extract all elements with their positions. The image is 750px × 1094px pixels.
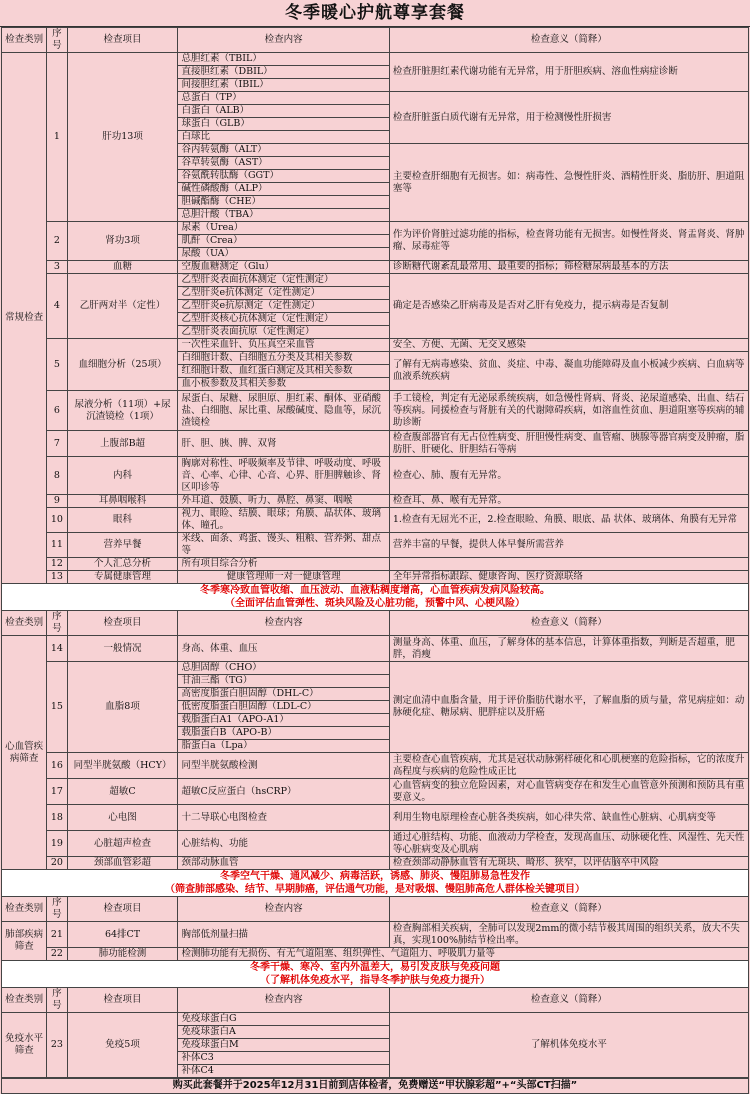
content-item: 谷草转氨酶（AST） — [178, 157, 389, 170]
project-name: 心脏超声检查 — [67, 831, 178, 857]
header-project: 检查项目 — [67, 611, 178, 636]
content-item: 米线、面条、鸡蛋、馒头、粗粮、营养粥、甜点等 — [178, 533, 389, 558]
project-name: 营养早餐 — [67, 533, 178, 558]
meaning-cell: 通过心脏结构、功能、血液动力学检查，发现高血压、动脉硬化性、风湿性、先天性等心脏病变及心肌病 — [389, 831, 748, 857]
row-number: 10 — [47, 508, 68, 533]
meaning-cell: 检查肝脏胆红素代谢功能有无异常，用于肝胆疾病、溶血性病症诊断 — [389, 53, 748, 92]
row-number: 20 — [47, 857, 68, 870]
banner-line: 冬季寒冷致血管收缩、血压波动、血液粘稠度增高，心血管疾病发病风险较高。 — [200, 585, 550, 596]
project-name: 血脂8项 — [67, 662, 178, 753]
project-name: 个人汇总分析 — [67, 558, 178, 571]
content-item: 免疫球蛋白G — [178, 1013, 389, 1026]
header-category: 检查类别 — [2, 611, 47, 636]
content-item: 胸部低剂量扫描 — [178, 922, 389, 948]
header-content: 检查内容 — [178, 611, 389, 636]
content-item: 十二导联心电图检查 — [178, 805, 389, 831]
category-cell: 心血管疾病筛查 — [2, 636, 47, 870]
page-title: 冬季暖心护航尊享套餐 — [0, 0, 750, 27]
content-item: 免疫球蛋白A — [178, 1026, 389, 1039]
project-name: 颈部血管彩超 — [67, 857, 178, 870]
content-item: 总胆汁酸（TBA） — [178, 209, 389, 222]
header-number: 序号 — [47, 28, 68, 53]
banner-line: 冬季空气干燥、通风减少、病毒活跃，诱感、肺炎、慢阻肺易急性发作 — [220, 871, 530, 882]
lung-banner — [1, 870, 749, 896]
meaning-cell — [389, 558, 748, 571]
row-number: 17 — [47, 779, 68, 805]
project-name: 同型半胱氨酸（HCY） — [67, 753, 178, 779]
project-name: 超敏C — [67, 779, 178, 805]
meaning-cell: 测定血清中血脂含量，用于评价脂肪代谢水平，了解血脂的质与量，常见病症如：动脉硬化症、糖尿病、肥胖症以及肝癌 — [389, 662, 748, 753]
content-item: 乙型肝炎表面抗原（定性测定） — [178, 326, 389, 339]
project-name: 耳鼻咽喉科 — [67, 495, 178, 508]
content-item: 谷丙转氨酶（ALT） — [178, 144, 389, 157]
immune-banner — [1, 961, 749, 987]
header-content: 检查内容 — [178, 28, 389, 53]
row-number: 11 — [47, 533, 68, 558]
row-number: 9 — [47, 495, 68, 508]
table-header-row — [2, 988, 749, 1013]
meaning-cell: 检查颈部动静脉血管有无斑块、畸形、狭窄，以评估脑卒中风险 — [389, 857, 748, 870]
row-number: 3 — [47, 261, 68, 274]
content-item: 空腹血糖测定（Glu） — [178, 261, 389, 274]
project-name: 内科 — [67, 457, 178, 495]
meaning-cell: 了解机体免疫水平 — [389, 1013, 748, 1078]
header-content: 检查内容 — [178, 897, 389, 922]
content-item: 尿素（Urea） — [178, 222, 389, 235]
content-item: 间接胆红素（IBIL） — [178, 79, 389, 92]
promo-footer: 购买此套餐并于2025年12月31日前到店体检者，免费赠送“甲状腺彩超”+“头部CT扫描” — [1, 1078, 749, 1094]
content-item: 补体C3 — [178, 1052, 389, 1065]
content-item: 胆碱酯酶（CHE） — [178, 196, 389, 209]
row-number: 5 — [47, 339, 68, 391]
content-item: 直接胆红素（DBIL） — [178, 66, 389, 79]
header-meaning: 检查意义（简释） — [389, 988, 748, 1013]
row-number: 16 — [47, 753, 68, 779]
content-item: 高密度脂蛋白胆固醇（DHL-C） — [178, 688, 389, 701]
banner-line: 冬季干燥、寒冷、室内外温差大，易引发皮肤与免疫问题 — [250, 962, 500, 973]
row-number: 22 — [47, 948, 68, 961]
project-name: 乙肝两对半（定性） — [67, 274, 178, 339]
project-name: 64排CT — [67, 922, 178, 948]
project-name: 一般情况 — [67, 636, 178, 662]
meaning-cell: 全年异常指标跟踪、健康咨询、医疗资源联络 — [389, 571, 748, 584]
content-item: 视力、眼睑、结膜、眼球；角膜、晶状体、玻璃体、瞳孔。 — [178, 508, 389, 533]
row-number: 21 — [47, 922, 68, 948]
meaning-cell: 心血管病变的独立危险因素，对心血管病变存在和发生心血管意外预测和预防具有重要意义。 — [389, 779, 748, 805]
header-content: 检查内容 — [178, 988, 389, 1013]
content-item: 健康管理师一对一健康管理 — [178, 571, 389, 584]
content-item: 超敏C反应蛋白（hsCRP） — [178, 779, 389, 805]
header-category: 检查类别 — [2, 988, 47, 1013]
meaning-cell: 检查腹部器官有无占位性病变、肝胆慢性病变、血管瘤、胰腺等器官病变及肿瘤，脂肪肝、肝硬化、肝胆结石等病 — [389, 431, 748, 457]
meaning-cell: 利用生物电原理检查心脏各类疾病，如心律失常、缺血性心脏病、心肌病变等 — [389, 805, 748, 831]
meaning-cell: 营养丰富的早餐，提供人体早餐所需营养 — [389, 533, 748, 558]
content-item: 白细胞计数、白细胞五分类及其相关参数 — [178, 352, 389, 365]
project-name: 上腹部B超 — [67, 431, 178, 457]
content-item: 血小板参数及其相关参数 — [178, 378, 389, 391]
row-number: 6 — [47, 391, 68, 431]
content-item: 同型半胱氨酸检测 — [178, 753, 389, 779]
content-item: 乙型肝炎表面抗体测定（定性测定） — [178, 274, 389, 287]
content-item: 乙型肝炎e抗体测定（定性测定） — [178, 287, 389, 300]
meaning-cell: 诊断糖代谢紊乱最常用、最重要的指标；筛检糖尿病最基本的方法 — [389, 261, 748, 274]
content-item: 碱性磷酸酶（ALP） — [178, 183, 389, 196]
header-category: 检查类别 — [2, 897, 47, 922]
lung-exam-table — [1, 896, 749, 961]
row-number: 14 — [47, 636, 68, 662]
content-item: 低密度脂蛋白胆固醇（LDL-C） — [178, 701, 389, 714]
content-item: 尿蛋白、尿糖、尿胆原、胆红素、酮体、亚硝酸盐、白细胞、尿比重、尿酸碱度、隐血等，尿沉渣镜检 — [178, 391, 389, 431]
content-item: 载脂蛋白B（APO-B） — [178, 727, 389, 740]
table-header-row — [2, 611, 749, 636]
cardio-exam-table — [1, 610, 749, 870]
meaning-cell: 检查肝脏蛋白质代谢有无异常，用于检测慢性肝损害 — [389, 92, 748, 144]
header-meaning: 检查意义（简释） — [389, 611, 748, 636]
project-name: 免疫5项 — [67, 1013, 178, 1078]
table-header-row — [2, 897, 749, 922]
content-item: 甘油三酯（TG） — [178, 675, 389, 688]
row-number: 13 — [47, 571, 68, 584]
meaning-cell: 作为评价肾脏过滤功能的指标，检查肾功能有无损害。如慢性肾炎、肾盂肾炎、肾肿瘤、尿毒症等 — [389, 222, 748, 261]
meaning-cell: 主要检查肝细胞有无损害。如：病毒性、急慢性肝炎、酒精性肝炎、脂肪肝、胆道阻塞等 — [389, 144, 748, 222]
meaning-cell: 主要检查心血管疾病，尤其是冠状动脉粥样硬化和心肌梗塞的危险指标，它的浓度升高程度与疾病的危险性成正比 — [389, 753, 748, 779]
header-meaning: 检查意义（简释） — [389, 28, 748, 53]
project-name: 血细胞分析（25项） — [67, 339, 178, 391]
content-item: 免疫球蛋白M — [178, 1039, 389, 1052]
cardio-banner — [1, 584, 749, 610]
content-item: 乙型肝炎核心抗体测定（定性测定） — [178, 313, 389, 326]
meaning-cell: 确定是否感染乙肝病毒及是否对乙肝有免疫力，提示病毒是否复制 — [389, 274, 748, 339]
content-item: 球蛋白（GLB） — [178, 118, 389, 131]
row-number: 23 — [47, 1013, 68, 1078]
meaning-cell: 手工镜检，判定有无泌尿系统疾病，如急慢性肾病、肾炎、泌尿道感染、出血、结石等疾病。同援检查与肾脏有关的代谢障碍疾病，如溶血性贫血、胆道阻塞等疾病的辅助诊断 — [389, 391, 748, 431]
content-item: 红细胞计数、血红蛋白测定及其相关参数 — [178, 365, 389, 378]
header-number: 序号 — [47, 897, 68, 922]
project-name: 专属健康管理 — [67, 571, 178, 584]
row-number: 2 — [47, 222, 68, 261]
project-name: 肾功3项 — [67, 222, 178, 261]
content-item: 心脏结构、功能 — [178, 831, 389, 857]
content-item: 白球比 — [178, 131, 389, 144]
header-project: 检查项目 — [67, 988, 178, 1013]
banner-line: （筛查肺部感染、结节、早期肺癌，评估通气功能，是对吸烟、慢阻肺高危人群体检关键项目） — [165, 884, 585, 895]
content-item: 一次性采血针、负压真空采血管 — [178, 339, 389, 352]
content-item: 肝、胆、胰、脾、双肾 — [178, 431, 389, 457]
row-number: 4 — [47, 274, 68, 339]
row-number: 7 — [47, 431, 68, 457]
content-item: 尿酸（UA） — [178, 248, 389, 261]
category-cell: 常规检查 — [2, 53, 47, 584]
table-header-row — [2, 28, 749, 53]
content-item: 载脂蛋白A1（APO-A1） — [178, 714, 389, 727]
table-row — [2, 53, 749, 66]
content-item: 外耳道、鼓膜、听力、鼻腔、鼻窦、咽喉 — [178, 495, 389, 508]
content-item: 胸廓对称性、呼吸频率及节律、呼吸动度、呼吸音、心率、心律、心音、心界、肝胆脾触诊、肾区叩诊等 — [178, 457, 389, 495]
project-name: 肺功能检测 — [67, 948, 178, 961]
row-number: 19 — [47, 831, 68, 857]
meaning-cell: 检查心、肺、腹有无异常。 — [389, 457, 748, 495]
meaning-cell: 检查耳、鼻、喉有无异常。 — [389, 495, 748, 508]
content-item: 补体C4 — [178, 1065, 389, 1078]
content-item: 颈部动脉血管 — [178, 857, 389, 870]
category-cell: 免疫水平筛查 — [2, 1013, 47, 1078]
row-number: 1 — [47, 53, 68, 222]
row-number: 18 — [47, 805, 68, 831]
header-project: 检查项目 — [67, 897, 178, 922]
project-name: 血糖 — [67, 261, 178, 274]
meaning-cell: 测量身高、体重、血压，了解身体的基本信息，计算体重指数，判断是否超重，肥胖，消瘦 — [389, 636, 748, 662]
header-number: 序号 — [47, 611, 68, 636]
banner-line: （全面评估血管弹性、斑块风险及心脏功能，预警中风、心梗风险） — [225, 598, 525, 609]
meaning-cell: 了解有无病毒感染、贫血、炎症、中毒、凝血功能障碍及血小板减少疾病、白血病等血液系统疾病 — [389, 352, 748, 391]
header-meaning: 检查意义（简释） — [389, 897, 748, 922]
content-item: 总蛋白（TP） — [178, 92, 389, 105]
content-item: 总胆固醇（CHO） — [178, 662, 389, 675]
row-number: 8 — [47, 457, 68, 495]
routine-exam-table — [1, 27, 749, 584]
content-item: 所有项目综合分析 — [178, 558, 389, 571]
project-name: 肝功13项 — [67, 53, 178, 222]
content-item: 总胆红素（TBIL） — [178, 53, 389, 66]
content-item: 白蛋白（ALB） — [178, 105, 389, 118]
header-category: 检查类别 — [2, 28, 47, 53]
content-item: 脂蛋白a（Lpa） — [178, 740, 389, 753]
category-cell: 肺部疾病筛查 — [2, 922, 47, 961]
content-item: 乙型肝炎e抗原测定（定性测定） — [178, 300, 389, 313]
header-project: 检查项目 — [67, 28, 178, 53]
meaning-cell: 检查胸部相关疾病，全肺可以发现2mm的微小结节极其周围的组织关系，放大不失真，实现100%肺结节检出率。 — [389, 922, 748, 948]
content-item: 谷氨酰转肽酶（GGT） — [178, 170, 389, 183]
content-item: 肌酐（Crea） — [178, 235, 389, 248]
meaning-cell: 1.检查有无屈光不正，2.检查眼睑、角膜、眼底、晶 状体、玻璃体、角膜有无异常 — [389, 508, 748, 533]
immune-exam-table — [1, 987, 749, 1078]
header-number: 序号 — [47, 988, 68, 1013]
content-item: 检测肺功能有无损伤、有无气道阻塞、组织弹性、气道阻力、呼吸肌力量等 — [178, 948, 749, 961]
meaning-cell: 安全、方便、无菌、无交叉感染 — [389, 339, 748, 352]
project-name: 心电图 — [67, 805, 178, 831]
project-name: 眼科 — [67, 508, 178, 533]
row-number: 15 — [47, 662, 68, 753]
banner-line: （了解机体免疫水平，指导冬季护肤与免疫力提升） — [260, 975, 490, 986]
project-name: 尿液分析（11项）+尿沉渣镜检（1项） — [67, 391, 178, 431]
content-item: 身高、体重、血压 — [178, 636, 389, 662]
row-number: 12 — [47, 558, 68, 571]
